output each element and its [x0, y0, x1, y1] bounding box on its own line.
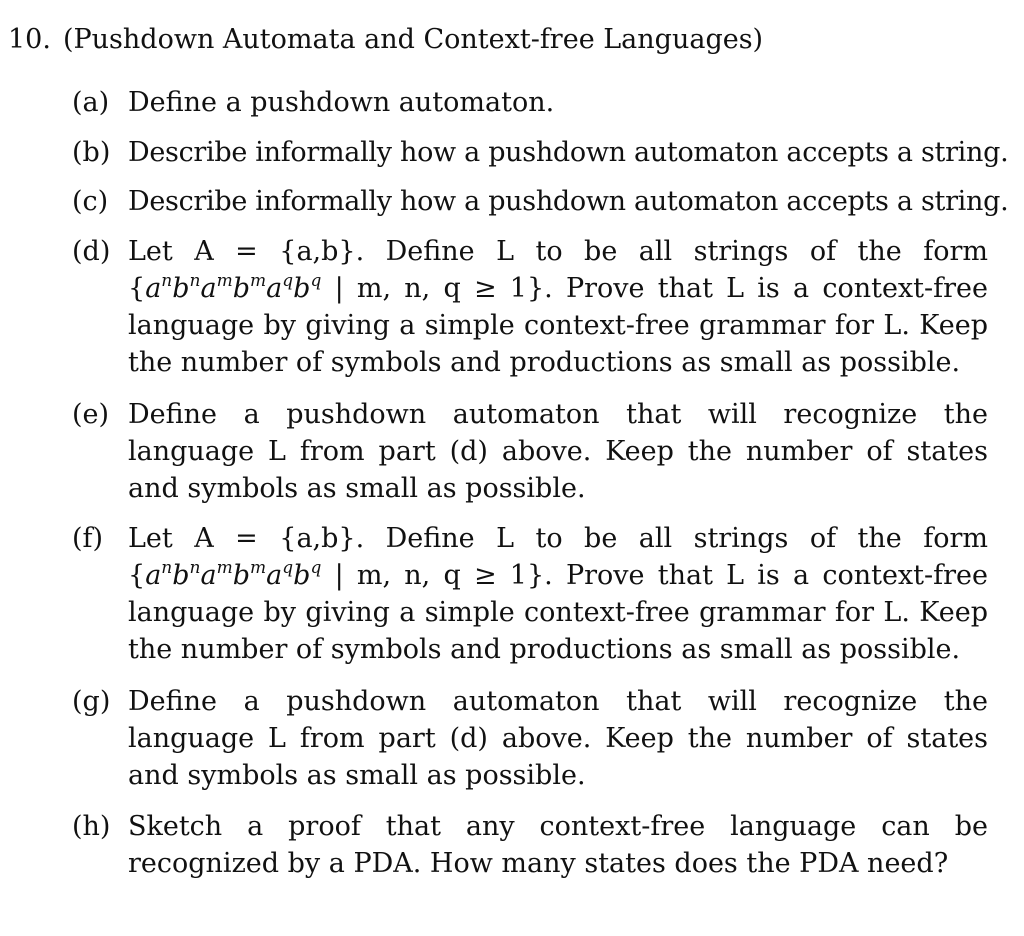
part-c: [72, 183, 1009, 220]
part-lead: Let A = {a,b}. Define L to be all strings of the form {: [128, 523, 988, 591]
part-text: Sketch a proof that any context-free language can be recognized by a PDA. How many states does the PDA need?: [128, 811, 988, 879]
part-text: Describe informally how a pushdown automaton accepts a string.: [128, 137, 1009, 168]
part-text: Define a pushdown automaton.: [128, 87, 555, 118]
part-text: Define a pushdown automaton that will recognize the language L from part (d) above. Keep the number of states and symbols as small as possible.: [128, 686, 988, 791]
part-b: [72, 134, 1009, 171]
part-label: (f): [72, 523, 104, 554]
math-exponent: q: [310, 271, 322, 291]
math-symbol: a: [266, 273, 283, 304]
part-text: Define a pushdown automaton that will recognize the language L from part (d) above. Keep the number of states and symbols as small as possible.: [128, 399, 988, 504]
part-rest: | m, n, q ≥ 1}. Prove that L is a context-free language by giving a simple context-free grammar for L. Keep the number of symbols and productions as small as possible.: [128, 273, 988, 378]
part-lead: Let A = {a,b}. Define L to be all strings of the form {: [128, 236, 988, 304]
math-symbol: b: [293, 273, 311, 304]
part-label: (g): [72, 686, 111, 717]
question-heading: [8, 22, 763, 58]
part-e: [72, 396, 988, 507]
math-symbol: a: [145, 273, 162, 304]
math-exponent: n: [161, 558, 173, 578]
math-symbol: b: [232, 273, 251, 304]
math-exponent: n: [161, 271, 173, 291]
part-label: (b): [72, 137, 111, 168]
part-text: [128, 520, 988, 668]
question-title: (Pushdown Automata and Context-free Languages): [62, 24, 764, 55]
math-exponent: m: [216, 271, 233, 291]
math-symbol: a: [200, 560, 217, 591]
math-symbol: b: [293, 560, 311, 591]
part-a: [72, 84, 988, 121]
part-rest: | m, n, q ≥ 1}. Prove that L is a context-free language by giving a simple context-free grammar for L. Keep the number of symbols and productions as small as possible.: [128, 560, 988, 665]
math-exponent: m: [250, 558, 267, 578]
math-exponent: m: [216, 558, 233, 578]
math-symbol: a: [145, 560, 162, 591]
part-d: [72, 233, 988, 381]
part-text: Describe informally how a pushdown automaton accepts a string.: [128, 186, 1009, 217]
math-exponent: q: [310, 558, 322, 578]
part-label: (d): [72, 236, 111, 267]
math-symbol: b: [172, 560, 190, 591]
question-number: 10.: [8, 24, 51, 55]
math-exponent: m: [250, 271, 267, 291]
math-exponent: q: [282, 558, 294, 578]
math-symbol: b: [232, 560, 251, 591]
part-label: (e): [72, 399, 110, 430]
math-exponent: q: [282, 271, 294, 291]
part-h: [72, 808, 988, 882]
math-symbol: a: [200, 273, 217, 304]
math-symbol: a: [266, 560, 283, 591]
part-label: (h): [72, 811, 111, 842]
part-text: [128, 233, 988, 381]
part-label: (c): [72, 186, 109, 217]
part-f: [72, 520, 988, 668]
math-exponent: n: [189, 271, 201, 291]
part-g: [72, 683, 988, 794]
math-symbol: b: [172, 273, 190, 304]
math-exponent: n: [189, 558, 201, 578]
part-label: (a): [72, 87, 110, 118]
